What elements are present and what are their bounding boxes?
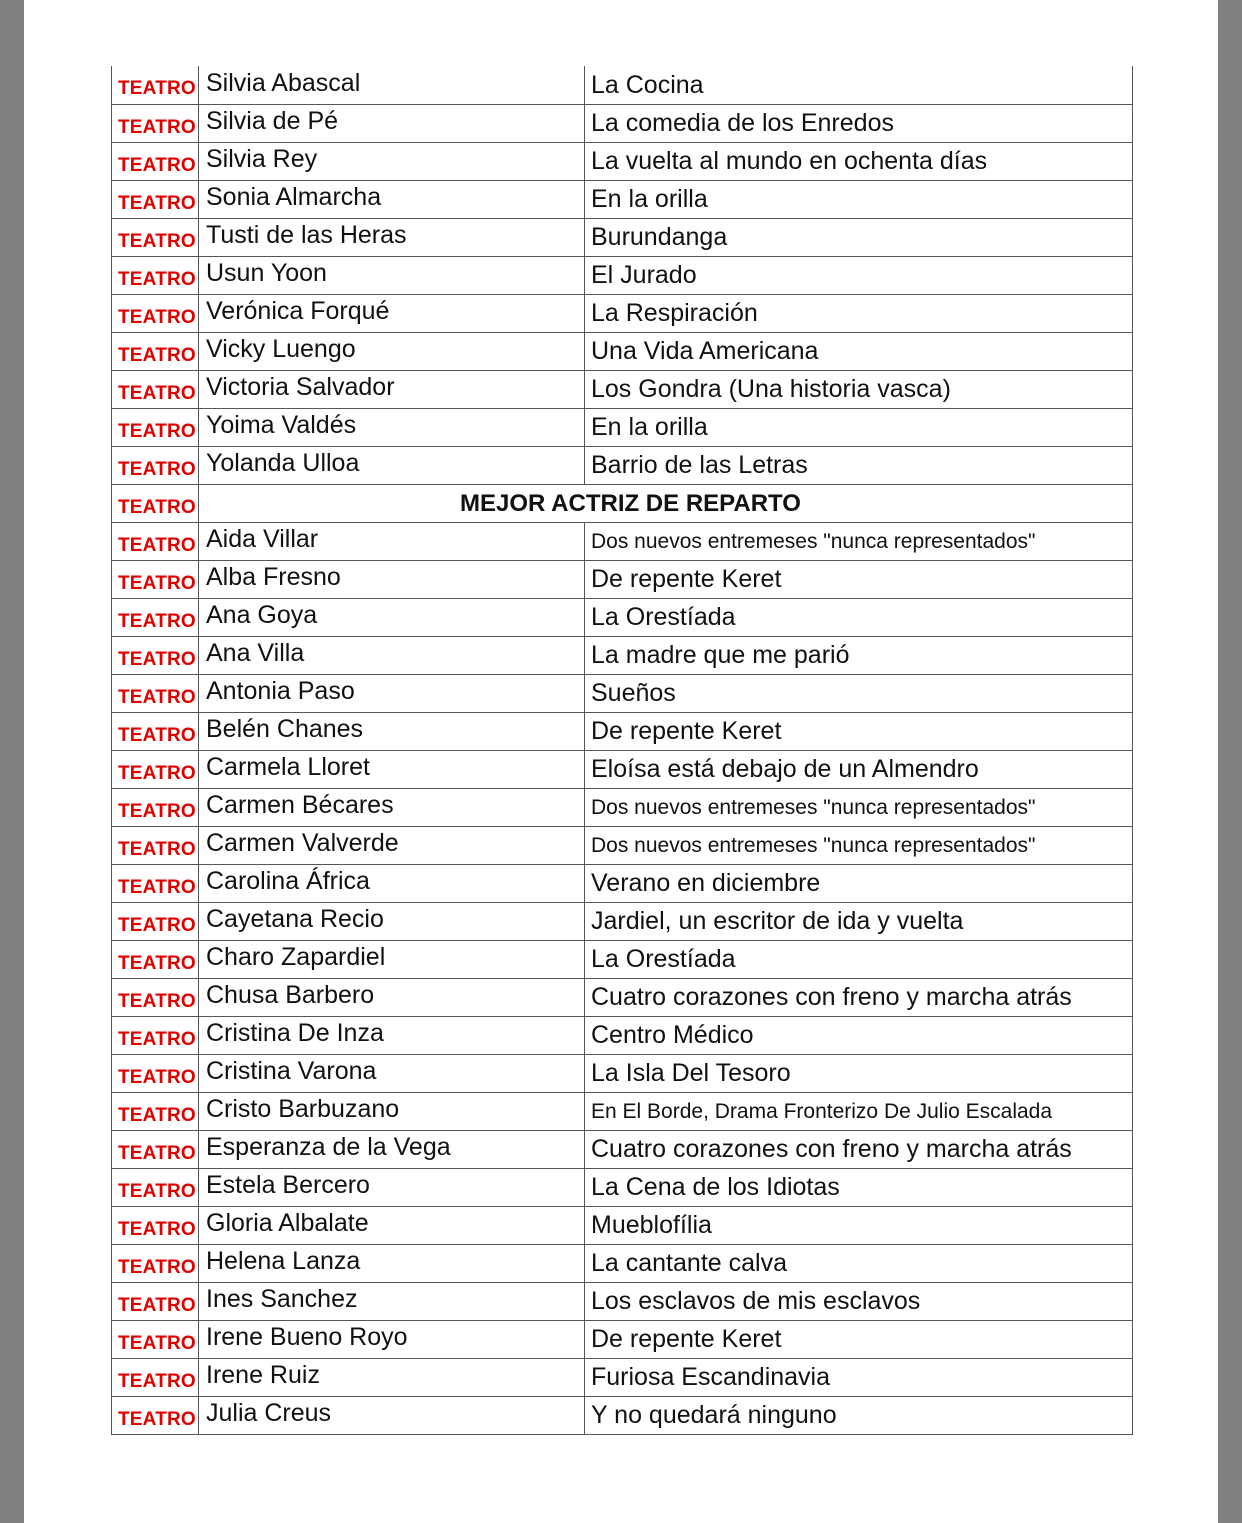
nominee-name-cell: Aida Villar — [199, 523, 585, 560]
category-cell: TEATRO — [112, 219, 199, 256]
work-title-cell: Eloísa está debajo de un Almendro — [591, 755, 979, 783]
nominee-name-cell: Carmela Lloret — [199, 751, 585, 788]
work-title-cell: La vuelta al mundo en ochenta días — [591, 147, 988, 175]
table-row — [112, 370, 1132, 408]
nominee-name-cell: Victoria Salvador — [199, 371, 585, 408]
nominee-name-cell: Helena Lanza — [199, 1245, 585, 1282]
nominee-name-cell: Sonia Almarcha — [199, 181, 585, 218]
table-row — [112, 180, 1132, 218]
work-title-cell: En El Borde, Drama Fronterizo De Julio Escalada — [591, 1099, 1053, 1123]
table-row — [112, 332, 1132, 370]
nominee-name-cell: Belén Chanes — [199, 713, 585, 750]
table-row — [112, 1168, 1132, 1206]
work-title-cell: Cuatro corazones con freno y marcha atrás — [591, 1135, 1072, 1163]
work-title-cell: La Orestíada — [591, 603, 736, 631]
category-cell: TEATRO — [112, 66, 199, 104]
table-row — [112, 66, 1132, 104]
work-title-cell: La cantante calva — [591, 1249, 787, 1277]
category-cell: TEATRO — [112, 789, 199, 826]
work-title-cell: La Cocina — [591, 70, 704, 99]
work-title-cell: Jardiel, un escritor de ida y vuelta — [591, 907, 964, 935]
table-row — [112, 142, 1132, 180]
work-title-cell: Sueños — [591, 679, 676, 707]
nominee-name-cell: Silvia Abascal — [199, 66, 585, 104]
table-row — [112, 1320, 1132, 1358]
work-title-cell: En la orilla — [591, 413, 708, 441]
work-title-cell: Y no quedará ninguno — [591, 1401, 837, 1429]
work-title-cell: Dos nuevos entremeses "nunca representados" — [591, 833, 1036, 857]
table-row — [112, 712, 1132, 750]
work-title-cell: Dos nuevos entremeses "nunca representados" — [591, 795, 1036, 819]
nominee-name-cell: Yolanda Ulloa — [199, 447, 585, 484]
table-row — [112, 1244, 1132, 1282]
nominee-name-cell: Usun Yoon — [199, 257, 585, 294]
nominee-name-cell: Julia Creus — [199, 1397, 585, 1434]
table-row — [112, 1016, 1132, 1054]
category-cell: TEATRO — [112, 637, 199, 674]
nominee-name-cell: Estela Bercero — [199, 1169, 585, 1206]
category-cell: TEATRO — [112, 713, 199, 750]
nominee-name-cell: Silvia Rey — [199, 143, 585, 180]
nominee-name-cell: Ines Sanchez — [199, 1283, 585, 1320]
table-row — [112, 1206, 1132, 1244]
work-title-cell: Centro Médico — [591, 1021, 754, 1049]
nominee-name-cell: Carmen Bécares — [199, 789, 585, 826]
work-title-cell: El Jurado — [591, 261, 697, 289]
table-row — [112, 408, 1132, 446]
work-title-cell: Verano en diciembre — [591, 869, 821, 897]
table-row — [112, 636, 1132, 674]
table-row — [112, 978, 1132, 1016]
work-title-cell: Los esclavos de mis esclavos — [591, 1287, 921, 1315]
nominee-name-cell: Gloria Albalate — [199, 1207, 585, 1244]
work-title-cell: La Cena de los Idiotas — [591, 1173, 840, 1201]
table-row — [112, 1282, 1132, 1320]
work-title-cell: En la orilla — [591, 185, 708, 213]
nominee-name-cell: Charo Zapardiel — [199, 941, 585, 978]
category-cell: TEATRO — [112, 105, 199, 142]
nominee-name-cell: Vicky Luengo — [199, 333, 585, 370]
work-title-cell: Cuatro corazones con freno y marcha atrás — [591, 983, 1072, 1011]
nominee-name-cell: Carolina África — [199, 865, 585, 902]
nominees-table — [111, 66, 1133, 1435]
work-title-cell: La Orestíada — [591, 945, 736, 973]
table-row — [112, 902, 1132, 940]
category-cell: TEATRO — [112, 143, 199, 180]
work-title-cell: Mueblofília — [591, 1211, 712, 1239]
table-row — [112, 788, 1132, 826]
work-title-cell: De repente Keret — [591, 565, 782, 593]
table-row — [112, 218, 1132, 256]
category-cell: TEATRO — [112, 751, 199, 788]
section-header-row — [112, 484, 1132, 522]
category-cell: TEATRO — [112, 257, 199, 294]
table-row — [112, 446, 1132, 484]
nominee-name-cell: Silvia de Pé — [199, 105, 585, 142]
work-title-cell: Una Vida Americana — [591, 337, 819, 365]
category-cell: TEATRO — [112, 485, 199, 522]
category-cell: TEATRO — [112, 1017, 199, 1054]
work-title-cell: La comedia de los Enredos — [591, 109, 894, 137]
category-cell: TEATRO — [112, 865, 199, 902]
table-row — [112, 750, 1132, 788]
category-cell: TEATRO — [112, 941, 199, 978]
category-cell: TEATRO — [112, 1055, 199, 1092]
category-cell: TEATRO — [112, 371, 199, 408]
table-row — [112, 1092, 1132, 1130]
table-row — [112, 598, 1132, 636]
table-row — [112, 104, 1132, 142]
category-cell: TEATRO — [112, 447, 199, 484]
nominee-name-cell: Tusti de las Heras — [199, 219, 585, 256]
category-cell: TEATRO — [112, 333, 199, 370]
category-cell: TEATRO — [112, 1131, 199, 1168]
work-title-cell: Furiosa Escandinavia — [591, 1363, 831, 1391]
table-row — [112, 560, 1132, 598]
work-title-cell: Dos nuevos entremeses "nunca representados" — [591, 529, 1036, 553]
nominee-name-cell: Cayetana Recio — [199, 903, 585, 940]
work-title-cell: De repente Keret — [591, 1325, 782, 1353]
work-title-cell: La Isla Del Tesoro — [591, 1059, 791, 1087]
nominee-name-cell: Antonia Paso — [199, 675, 585, 712]
category-cell: TEATRO — [112, 1245, 199, 1282]
table-row — [112, 826, 1132, 864]
category-cell: TEATRO — [112, 979, 199, 1016]
table-row — [112, 864, 1132, 902]
category-cell: TEATRO — [112, 599, 199, 636]
category-cell: TEATRO — [112, 1283, 199, 1320]
table-row — [112, 294, 1132, 332]
table-row — [112, 674, 1132, 712]
category-cell: TEATRO — [112, 181, 199, 218]
nominee-name-cell: Yoima Valdés — [199, 409, 585, 446]
category-cell: TEATRO — [112, 827, 199, 864]
work-title-cell: La Respiración — [591, 299, 758, 327]
nominee-name-cell: Cristina Varona — [199, 1055, 585, 1092]
work-title-cell: Los Gondra (Una historia vasca) — [591, 375, 951, 403]
table-row — [112, 1396, 1132, 1434]
category-cell: TEATRO — [112, 1359, 199, 1396]
category-cell: TEATRO — [112, 675, 199, 712]
table-row — [112, 1054, 1132, 1092]
category-cell: TEATRO — [112, 523, 199, 560]
nominee-name-cell: Ana Villa — [199, 637, 585, 674]
nominee-name-cell: Cristina De Inza — [199, 1017, 585, 1054]
category-cell: TEATRO — [112, 1093, 199, 1130]
table-row — [112, 522, 1132, 560]
nominee-name-cell: Carmen Valverde — [199, 827, 585, 864]
nominee-name-cell: Alba Fresno — [199, 561, 585, 598]
category-cell: TEATRO — [112, 409, 199, 446]
nominee-name-cell: Irene Bueno Royo — [199, 1321, 585, 1358]
category-cell: TEATRO — [112, 1321, 199, 1358]
category-cell: TEATRO — [112, 1169, 199, 1206]
work-title-cell: De repente Keret — [591, 717, 782, 745]
work-title-cell: Burundanga — [591, 223, 728, 251]
table-row — [112, 1358, 1132, 1396]
table-row — [112, 1130, 1132, 1168]
nominee-name-cell: Esperanza de la Vega — [199, 1131, 585, 1168]
work-title-cell: Barrio de las Letras — [591, 451, 808, 479]
category-cell: TEATRO — [112, 561, 199, 598]
work-title-cell: La madre que me parió — [591, 641, 850, 669]
table-row — [112, 940, 1132, 978]
nominee-name-cell: Chusa Barbero — [199, 979, 585, 1016]
category-cell: TEATRO — [112, 903, 199, 940]
document-page — [24, 0, 1218, 1523]
nominee-name-cell: Verónica Forqué — [199, 295, 585, 332]
nominee-name-cell: Irene Ruiz — [199, 1359, 585, 1396]
nominee-name-cell: Ana Goya — [199, 599, 585, 636]
category-cell: TEATRO — [112, 1397, 199, 1434]
category-cell: TEATRO — [112, 295, 199, 332]
nominee-name-cell: Cristo Barbuzano — [199, 1093, 585, 1130]
category-cell: TEATRO — [112, 1207, 199, 1244]
table-row — [112, 256, 1132, 294]
section-header: MEJOR ACTRIZ DE REPARTO — [460, 489, 801, 517]
